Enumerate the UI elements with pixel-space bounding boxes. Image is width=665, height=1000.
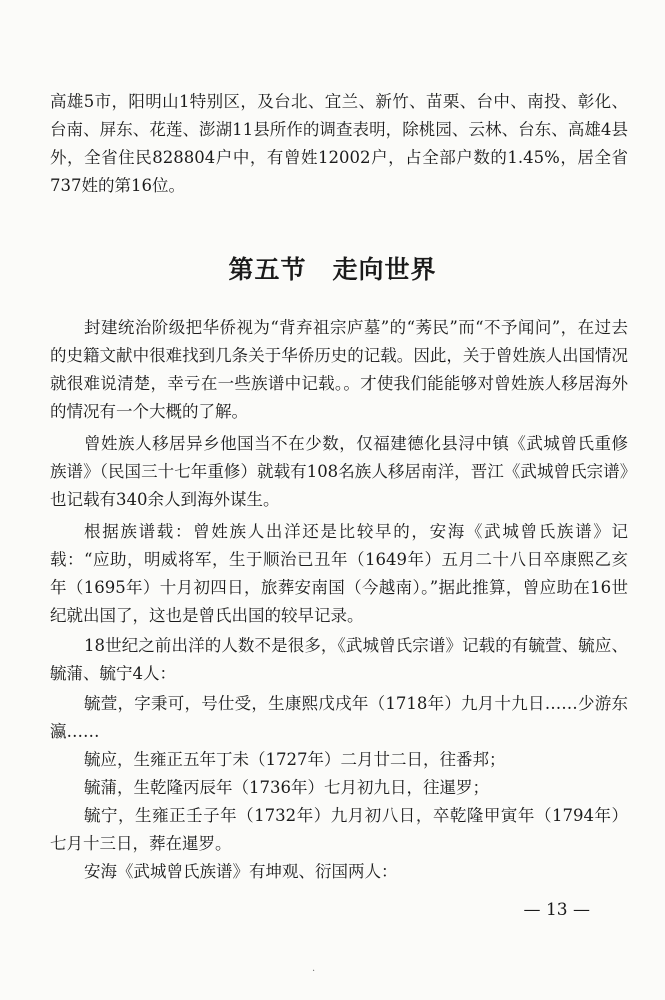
paragraph-yuxuan: 毓萱，字秉可，号仕受，生康熙戊戌年（1718年）九月十九日……少游东瀛…… [50,694,628,741]
paragraph-18th-century: 18世纪之前出洋的人数不是很多，《武城曾氏宗谱》记载的有毓萱、毓应、毓蒲、毓宁4人： [50,636,628,683]
page-number: — 13 — [523,900,590,920]
paragraph-early-emigration: 根据族谱载：曾姓族人出洋还是比较早的，安海《武城曾氏族谱》记载：“应助，明威将军，生于顺治已丑年（1649年）五月二十八日卒康熙乙亥年（1695年）十月初四日，旅葬安南国（今越南）。”据此推算，曾应助在16世纪就出国了，这也是曾氏出国的较早记录。 [50,522,628,625]
paragraph-migration-count: 曾姓族人移居异乡他国当不在少数，仅福建德化县浔中镇《武城曾氏重修族谱》（民国三十七年重修）就载有108名族人移居南洋，晋江《武城曾氏宗谱》也记载有340余人到海外谋生。 [50,434,628,509]
paragraph-survey-statistics: 高雄5市，阳明山1特别区，及台北、宜兰、新竹、苗栗、台中、南投、彰化、台南、屏东、花莲、澎湖11县所作的调查表明，除桃园、云林、台东、高雄4县外，全省住民828804户中，有曾姓12002户，占全部户数的1.45%，居全省737姓的第16位。 [50,92,628,195]
scan-speck: · [312,966,316,977]
paragraph-yuying: 毓应，生雍正五年丁未（1727年）二月廿二日，往番邦； [84,750,506,769]
paragraph-yupu: 毓蒲，生乾隆丙辰年（1736年）七月初九日，往暹罗； [84,778,489,797]
paragraph-overseas-records: 封建统治阶级把华侨视为“背弃祖宗庐墓”的“莠民”而“不予闻问”，在过去的史籍文献中很难找到几条关于华侨历史的记载。因此，关于曾姓族人出国情况就很难说清楚，幸亏在一些族谱中记载。。才使我们能能够对曾姓族人移居海外的情况有一个大概的了解。 [50,318,628,421]
paragraph-anhai-genealogy: 安海《武城曾氏族谱》有坤观、衍国两人： [84,862,398,881]
section-title: 第五节 走向世界 [228,255,437,284]
paragraph-yuning: 毓宁，生雍正壬子年（1732年）九月初八日，卒乾隆甲寅年（1794年）七月十三日，葬在暹罗。 [50,806,628,853]
